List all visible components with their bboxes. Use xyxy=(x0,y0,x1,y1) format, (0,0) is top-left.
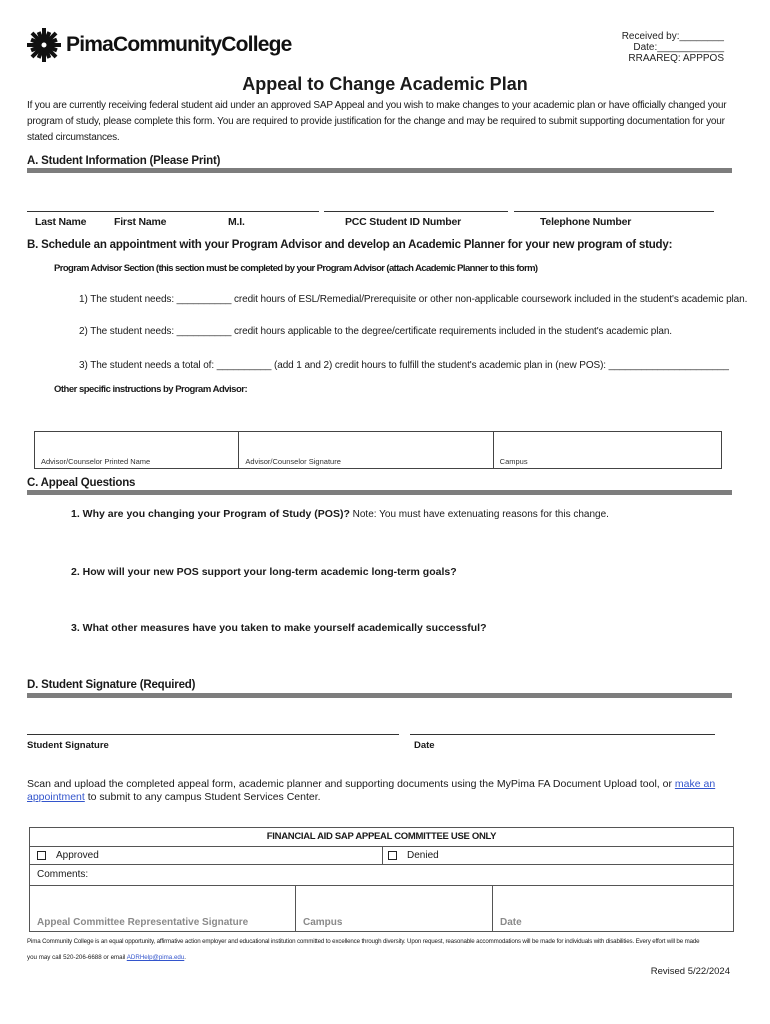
advisor-printed-name-field[interactable] xyxy=(35,432,239,468)
advisor-campus-field[interactable] xyxy=(494,432,721,468)
eeo-statement: Pima Community College is an equal opportunity, affirmative action employer and educational institution committed to excellence through diversity. Upon request, reasonable accommodations will be made for individuals with disabilities. Every effort will be made xyxy=(27,938,700,945)
last-name-label: Last Name xyxy=(35,216,87,228)
advisor-item-3[interactable]: 3) The student needs a total of: __________ (add 1 and 2) credit hours to fulfill the student's academic plan in (new POS): ______________________ xyxy=(79,360,729,371)
upload-text-post: to submit to any campus Student Services Center. xyxy=(84,791,321,803)
advisor-section-note: Program Advisor Section (this section must be completed by your Program Advisor (attach Academic Planner to this form) xyxy=(54,263,538,274)
question-3: 3. What other measures have you taken to make yourself academically successful? xyxy=(71,622,487,634)
committee-campus-label: Campus xyxy=(303,917,343,928)
advisor-signature-box xyxy=(34,431,722,469)
question-2: 2. How will your new POS support your long-term academic long-term goals? xyxy=(71,566,457,578)
telephone-label: Telephone Number xyxy=(540,216,632,228)
received-date: Date:____________ xyxy=(633,42,724,53)
committee-signature-row xyxy=(30,885,733,932)
other-instructions-label: Other specific instructions by Program Advisor: xyxy=(54,384,248,395)
page-title: Appeal to Change Academic Plan xyxy=(242,74,528,94)
form-code: RRAAREQ: APPPOS xyxy=(628,53,724,64)
student-date-line[interactable] xyxy=(410,734,715,735)
decision-row xyxy=(30,847,733,865)
advisor-campus-label: Campus xyxy=(499,457,528,466)
committee-use-box xyxy=(29,827,734,932)
student-signature-line[interactable] xyxy=(27,734,399,735)
received-by: Received by:________ xyxy=(621,31,724,42)
advisor-printed-name-label: Advisor/Counselor Printed Name xyxy=(41,457,151,466)
student-signature-label: Student Signature xyxy=(27,740,109,751)
comments-label: Comments: xyxy=(37,869,89,880)
student-date-label: Date xyxy=(414,740,435,751)
name-input-line[interactable] xyxy=(27,211,319,212)
approved-label: Approved xyxy=(56,850,99,861)
question-1-text: 1. Why are you changing your Program of Study (POS)? xyxy=(71,508,350,520)
upload-instructions xyxy=(27,778,717,804)
comments-row[interactable] xyxy=(30,865,733,885)
advisor-signature-label: Advisor/Counselor Signature xyxy=(245,457,341,466)
approved-option[interactable] xyxy=(37,850,99,861)
mi-label: M.I. xyxy=(228,216,245,228)
advisor-item-1[interactable]: 1) The student needs: __________ credit hours of ESL/Remedial/Prerequisite or other non-applicable coursework included in the student's academic plan. xyxy=(79,294,748,305)
committee-date-label: Date xyxy=(500,917,522,928)
section-b-heading-bold: your Program Advisor xyxy=(204,239,322,251)
committee-campus-field[interactable] xyxy=(296,886,493,932)
question-1 xyxy=(71,508,609,520)
revision-date: Revised 5/22/2024 xyxy=(650,966,730,977)
telephone-input-line[interactable] xyxy=(514,211,714,212)
advisor-signature-field[interactable] xyxy=(239,432,493,468)
section-a-heading: A. Student Information (Please Print) xyxy=(27,155,221,167)
adr-email-link[interactable]: ADRHelp@pima.edu xyxy=(126,954,185,961)
advisor-item-2[interactable]: 2) The student needs: __________ credit hours applicable to the degree/certificate requirements included in the student's academic plan. xyxy=(79,326,672,337)
upload-text-pre: Scan and upload the completed appeal form, academic planner and supporting documents using the MyPima FA Document Upload tool, or xyxy=(27,778,675,790)
section-d-heading: D. Student Signature (Required) xyxy=(27,679,196,691)
section-divider xyxy=(27,490,732,495)
contact-end: . xyxy=(184,954,187,961)
college-logo xyxy=(26,27,292,63)
first-name-label: First Name xyxy=(114,216,167,228)
contact-line xyxy=(27,954,186,961)
section-b-heading-pre: B. Schedule an appointment with xyxy=(27,239,205,251)
committee-heading: FINANCIAL AID SAP APPEAL COMMITTEE USE ONLY xyxy=(30,828,733,847)
intro-text: If you are currently receiving federal student aid under an approved SAP Appeal and you wish to make changes to your academic plan or have officially changed your program of study, please complete this form. You are required to provide justification for the change and may be required to submit supporting documentation for your stated circumstances. xyxy=(27,100,727,143)
student-id-label: PCC Student ID Number xyxy=(345,216,461,228)
denied-option[interactable] xyxy=(388,850,439,861)
college-name: PimaCommunityCollege xyxy=(66,33,292,56)
rep-signature-field[interactable] xyxy=(30,886,296,932)
pima-emblem-icon xyxy=(26,27,62,63)
rep-signature-label: Appeal Committee Representative Signature xyxy=(37,917,249,928)
question-1-note: Note: You must have extenuating reasons for this change. xyxy=(349,509,609,520)
denied-label: Denied xyxy=(407,850,439,861)
section-b-heading-post: and develop an Academic Planner for your new program of study: xyxy=(321,239,673,251)
denied-checkbox[interactable] xyxy=(388,851,397,860)
make-appointment-link[interactable]: make an appointment xyxy=(27,778,716,803)
section-divider xyxy=(27,168,732,173)
student-id-input-line[interactable] xyxy=(324,211,508,212)
committee-date-field[interactable] xyxy=(493,886,733,932)
section-b-heading xyxy=(27,239,672,251)
decision-divider xyxy=(382,847,383,864)
contact-text: you may call 520-206-6688 or email xyxy=(27,954,127,961)
approved-checkbox[interactable] xyxy=(37,851,46,860)
section-c-heading: C. Appeal Questions xyxy=(27,477,136,489)
section-divider xyxy=(27,693,732,698)
office-use-block xyxy=(622,31,724,64)
